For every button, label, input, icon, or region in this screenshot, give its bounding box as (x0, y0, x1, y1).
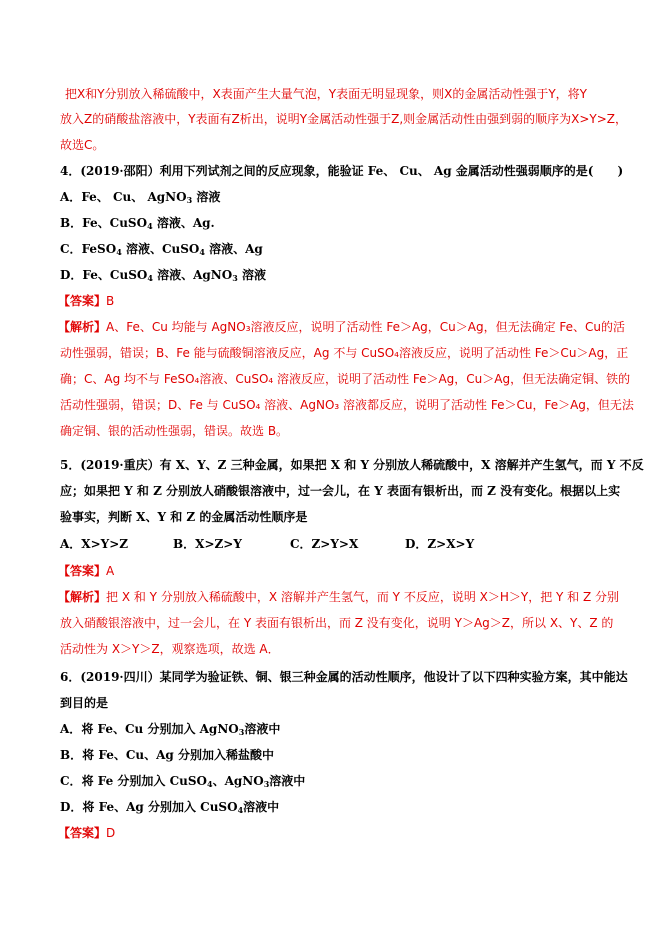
answer-value: B (106, 294, 115, 308)
q5-option-d: D．Z>X>Y (405, 537, 475, 551)
answer-tag: 【答案】 (58, 564, 107, 578)
q4-analysis-line: 活动性强弱，错误；D、Fe 与 CuSO₄ 溶液、AgNO₃ 溶液都反应，说明了活动性 Fe＞Cu，Fe＞Ag，但无法 (60, 398, 634, 412)
option-label: A． (60, 190, 82, 204)
q3-analysis-line: 把X和Y分别放入稀硫酸中，X表面产生大量气泡，Y表面无明显现象，则X的金属活动性强于Y，将Y (65, 87, 587, 101)
q6-option-d (60, 798, 279, 819)
option-label: C． (60, 242, 82, 256)
option-text: 溶液、CuSO (121, 242, 200, 256)
subscript: 4 (207, 779, 213, 789)
q5-stem-line: 应；如果把 Y 和 Z 分别放人硝酸银溶液中，过一会儿，在 Y 表面有银析出，而 Z 没有变化。根据以上实 (60, 484, 621, 498)
subscript: 4 (237, 805, 244, 815)
answer-value: D (106, 826, 116, 840)
q3-analysis-line: 放入Z的硝酸盐溶液中，Y表面有Z析出，说明Y金属活动性强于Z,则金属活动性由强到弱的顺序为X>Y>Z， (60, 112, 628, 126)
answer-value: A (106, 564, 115, 578)
option-text: 溶液 (192, 190, 221, 204)
option-text: Fe、CuSO (82, 216, 148, 230)
q4-option-a (60, 188, 220, 209)
q6-option-b (60, 746, 274, 764)
option-text: 溶液、Ag. (152, 216, 215, 230)
subscript: 4 (147, 221, 153, 231)
option-text: 溶液中 (243, 800, 280, 814)
q5-answer (58, 562, 114, 580)
q6-answer (58, 824, 115, 842)
q5-analysis-line: 放入硝酸银溶液中，过一会儿，在 Y 表面有银析出，而 Z 没有变化，说明 Y＞Ag＞Z，所以 X、Y、Z 的 (60, 616, 614, 630)
option-label: D． (60, 268, 83, 282)
q5-option-c: C．Z>Y>X (290, 537, 359, 551)
option-text: FeSO (81, 242, 117, 256)
option-label: D． (60, 800, 83, 814)
q6-option-a (60, 720, 280, 741)
subscript: 3 (263, 779, 270, 789)
option-text: 溶液中 (244, 722, 281, 736)
subscript: 3 (232, 273, 238, 283)
subscript: 4 (116, 247, 122, 257)
q5-stem-line: 5．(2019·重庆）有 X、Y、Z 三种金属，如果把 X 和 Y 分别放人稀硫酸中，X 溶解并产生氢气，而 Y 不反 (60, 458, 644, 472)
analysis-text: 把 X 和 Y 分别放入稀硫酸中，X 溶解并产生氢气，而 Y 不反应，说明 X＞H＞Y，把 Y 和 Z 分别 (106, 590, 620, 604)
option-text: Fe、CuSO (82, 268, 148, 282)
q5-analysis-line (58, 588, 619, 606)
q5-option-a: A．X>Y>Z (60, 537, 129, 551)
q5-analysis-line: 活动性为 X＞Y＞Z，观察选项，故选 A． (60, 642, 280, 656)
q4-analysis-line (58, 318, 625, 336)
option-text: 溶液、Ag (204, 242, 263, 256)
q4-option-c (60, 240, 263, 261)
subscript: 4 (199, 247, 205, 257)
analysis-text: A、Fe、Cu 均能与 AgNO₃溶液反应，说明了活动性 Fe＞Ag，Cu＞Ag，但无法确定 Fe、Cu的活 (106, 320, 626, 334)
subscript: 4 (147, 273, 153, 283)
option-text: 将 Fe 分别加入 CuSO (81, 774, 207, 788)
option-text: 将 Fe、Cu 分别加入 AgNO (81, 722, 239, 736)
option-text: Fe、 Cu、 AgNO (81, 190, 187, 204)
option-text: 溶液中 (269, 774, 306, 788)
option-text: 将 Fe、Ag 分别加入 CuSO (82, 800, 238, 814)
option-label: C． (60, 774, 82, 788)
q5-option-b: B．X>Z>Y (173, 537, 242, 551)
q4-analysis-line: 确定铜、银的活动性强弱，错误。故选 B。 (60, 424, 289, 438)
analysis-tag: 【解析】 (58, 320, 107, 334)
option-label: A． (60, 722, 82, 736)
answer-tag: 【答案】 (58, 294, 107, 308)
option-text: 、AgNO (212, 774, 264, 788)
analysis-tag: 【解析】 (58, 590, 107, 604)
option-text: 将 Fe、Cu、Ag 分别加入稀盐酸中 (82, 748, 274, 762)
q6-stem-line: 到目的是 (60, 696, 109, 710)
q6-stem-line: 6．(2019·四川）某同学为验证铁、铜、银三种金属的活动性顺序，他设计了以下四种实验方案，其中能达 (60, 670, 628, 684)
q4-analysis-line: 动性强弱，错误；B、Fe 能与硫酸铜溶液反应，Ag 不与 CuSO₄溶液反应，说明了活动性 Fe＞Cu＞Ag，正 (60, 346, 629, 360)
q5-stem-line: 验事实，判断 X、Y 和 Z 的金属活动性顺序是 (60, 510, 308, 524)
q6-option-c (60, 772, 305, 793)
q4-analysis-line: 确；C、Ag 均不与 FeSO₄溶液、CuSO₄ 溶液反应，说明了活动性 Fe＞Ag，Cu＞Ag，但无法确定铜、铁的 (60, 372, 631, 386)
q4-stem: 4．(2019·邵阳）利用下列试剂之间的反应现象，能验证 Fe、 Cu、 Ag 金属活动性强弱顺序的是( ) (60, 164, 624, 178)
q4-answer (58, 292, 114, 310)
option-label: B． (60, 748, 83, 762)
subscript: 3 (186, 195, 193, 205)
q4-option-b (60, 214, 215, 235)
q3-analysis-line: 故选C。 (60, 138, 105, 152)
option-text: 溶液 (237, 268, 266, 282)
answer-tag: 【答案】 (58, 826, 107, 840)
subscript: 3 (238, 727, 245, 737)
option-label: B． (60, 216, 83, 230)
q4-option-d (60, 266, 266, 287)
option-text: 溶液、AgNO (152, 268, 233, 282)
